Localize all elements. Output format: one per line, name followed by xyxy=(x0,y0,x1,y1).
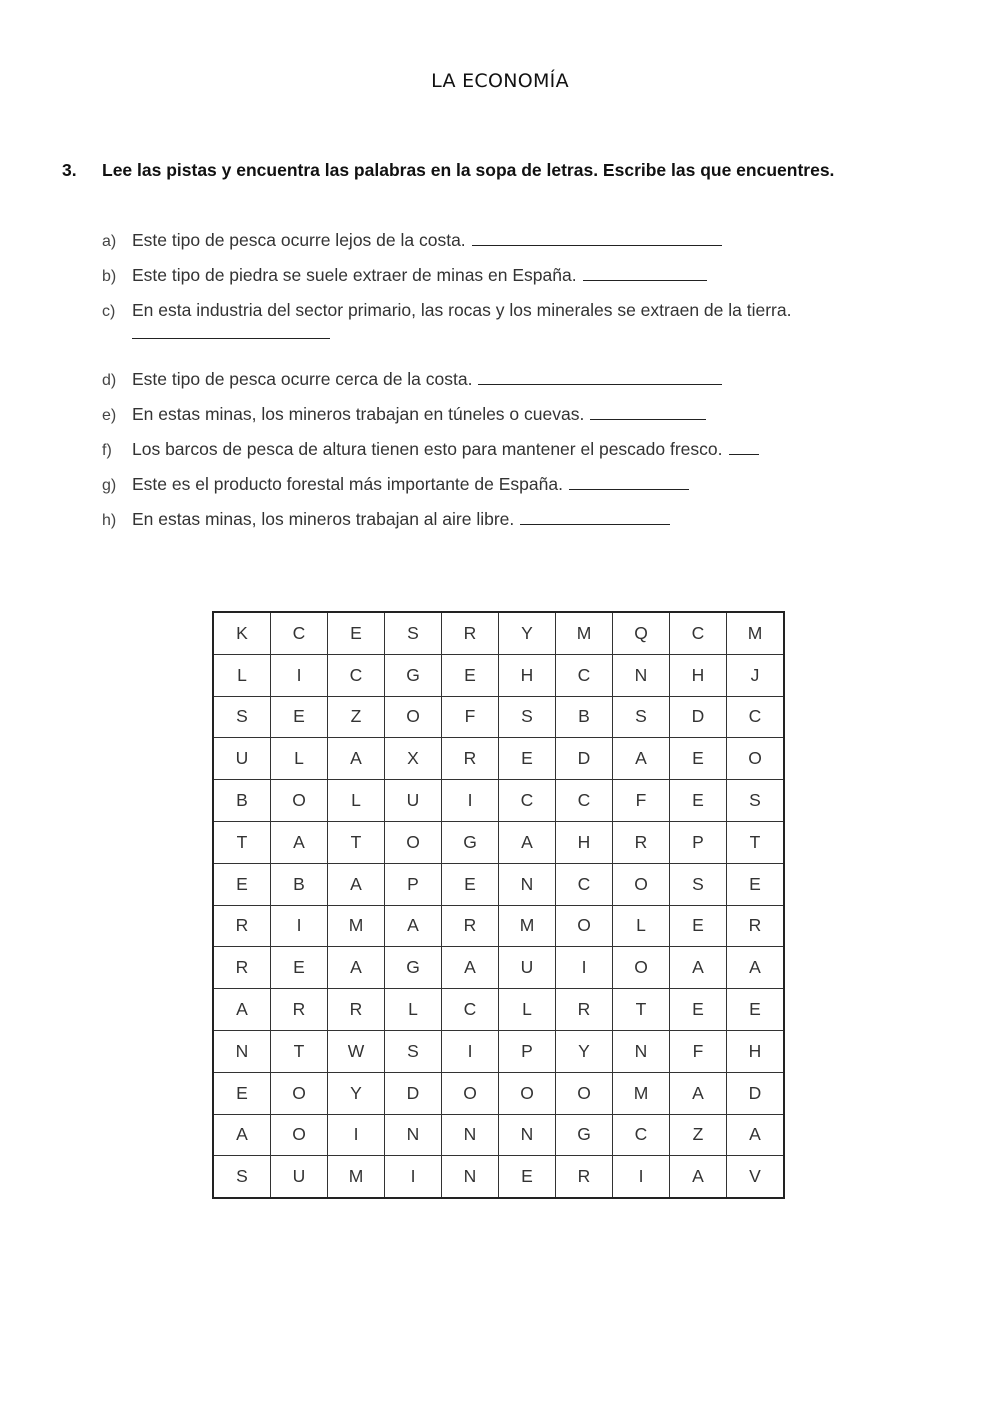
grid-cell[interactable]: C xyxy=(328,654,385,696)
grid-row xyxy=(213,821,784,863)
grid-row xyxy=(213,696,784,738)
answer-blank-e[interactable] xyxy=(590,405,706,420)
grid-cell[interactable]: S xyxy=(727,780,785,822)
page-title: LA ECONOMÍA xyxy=(431,70,569,92)
question-number: 3. xyxy=(62,160,77,180)
answer-blank-h[interactable] xyxy=(520,510,670,525)
grid-cell[interactable]: X xyxy=(385,738,442,780)
grid-cell[interactable]: U xyxy=(271,1156,328,1198)
grid-cell[interactable]: R xyxy=(442,738,499,780)
grid-cell[interactable]: O xyxy=(613,947,670,989)
grid-cell[interactable]: S xyxy=(385,612,442,654)
grid-cell[interactable]: P xyxy=(670,821,727,863)
grid-cell[interactable]: T xyxy=(613,989,670,1031)
grid-cell[interactable]: Q xyxy=(613,612,670,654)
grid-cell[interactable]: T xyxy=(328,821,385,863)
grid-cell[interactable]: T xyxy=(727,821,785,863)
grid-cell[interactable]: A xyxy=(328,738,385,780)
grid-cell[interactable]: O xyxy=(499,1072,556,1114)
grid-cell[interactable]: H xyxy=(499,654,556,696)
grid-cell[interactable]: R xyxy=(556,989,613,1031)
grid-cell[interactable]: A xyxy=(613,738,670,780)
grid-cell[interactable]: A xyxy=(213,989,271,1031)
grid-cell[interactable]: A xyxy=(727,1114,785,1156)
grid-cell[interactable]: D xyxy=(670,696,727,738)
grid-cell[interactable]: S xyxy=(213,1156,271,1198)
grid-cell[interactable]: P xyxy=(499,1030,556,1072)
grid-cell[interactable]: M xyxy=(613,1072,670,1114)
grid-cell[interactable]: U xyxy=(499,947,556,989)
grid-cell[interactable]: S xyxy=(385,1030,442,1072)
answer-blank-f[interactable] xyxy=(729,440,759,455)
grid-cell[interactable]: K xyxy=(213,612,271,654)
grid-cell[interactable]: D xyxy=(727,1072,785,1114)
grid-cell[interactable]: I xyxy=(328,1114,385,1156)
grid-cell[interactable]: A xyxy=(670,1156,727,1198)
grid-cell[interactable]: R xyxy=(213,905,271,947)
grid-cell[interactable]: S xyxy=(499,696,556,738)
answer-blank-a[interactable] xyxy=(472,231,722,246)
grid-cell[interactable]: E xyxy=(213,863,271,905)
grid-cell[interactable]: C xyxy=(727,696,785,738)
grid-row xyxy=(213,1072,784,1114)
grid-cell[interactable]: R xyxy=(328,989,385,1031)
grid-cell[interactable]: C xyxy=(556,863,613,905)
grid-cell[interactable]: Z xyxy=(328,696,385,738)
grid-cell[interactable]: A xyxy=(727,947,785,989)
grid-cell[interactable]: E xyxy=(442,863,499,905)
grid-cell[interactable]: R xyxy=(271,989,328,1031)
grid-cell[interactable]: S xyxy=(613,696,670,738)
grid-cell[interactable]: Y xyxy=(556,1030,613,1072)
grid-cell[interactable]: J xyxy=(727,654,785,696)
grid-cell[interactable]: F xyxy=(613,780,670,822)
grid-cell[interactable]: S xyxy=(213,696,271,738)
grid-cell[interactable]: L xyxy=(328,780,385,822)
clue-f xyxy=(102,438,759,462)
word-search-grid xyxy=(212,611,785,1199)
grid-cell[interactable]: E xyxy=(670,989,727,1031)
grid-cell[interactable]: U xyxy=(385,780,442,822)
grid-cell[interactable]: C xyxy=(556,780,613,822)
grid-cell[interactable]: W xyxy=(328,1030,385,1072)
grid-cell[interactable]: R xyxy=(213,947,271,989)
grid-cell[interactable]: O xyxy=(271,1072,328,1114)
grid-cell[interactable]: R xyxy=(727,905,785,947)
grid-cell[interactable]: N xyxy=(385,1114,442,1156)
grid-cell[interactable]: A xyxy=(499,821,556,863)
grid-cell[interactable]: I xyxy=(271,905,328,947)
grid-row xyxy=(213,947,784,989)
grid-cell[interactable]: E xyxy=(670,738,727,780)
grid-cell[interactable]: L xyxy=(499,989,556,1031)
grid-cell[interactable]: C xyxy=(499,780,556,822)
question-instruction xyxy=(62,158,902,182)
clue-letter: b) xyxy=(102,268,117,285)
answer-blank-b[interactable] xyxy=(583,266,707,281)
grid-cell[interactable]: B xyxy=(556,696,613,738)
grid-cell[interactable]: N xyxy=(499,1114,556,1156)
answer-blank-g[interactable] xyxy=(569,475,689,490)
clue-a xyxy=(102,229,722,253)
grid-cell[interactable]: O xyxy=(556,1072,613,1114)
clue-letter: f) xyxy=(102,442,112,459)
grid-cell[interactable]: E xyxy=(442,654,499,696)
grid-cell[interactable]: A xyxy=(328,947,385,989)
grid-row xyxy=(213,905,784,947)
grid-cell[interactable]: M xyxy=(328,1156,385,1198)
grid-cell[interactable]: A xyxy=(213,1114,271,1156)
grid-cell[interactable]: H xyxy=(556,821,613,863)
clue-letter: e) xyxy=(102,407,117,424)
grid-cell[interactable]: I xyxy=(442,780,499,822)
clue-text: Los barcos de pesca de altura tienen esto para mantener el pescado fresco. xyxy=(132,439,723,459)
question-text: Lee las pistas y encuentra las palabras en la sopa de letras. Escribe las que encuentres. xyxy=(102,160,835,180)
grid-cell[interactable]: N xyxy=(442,1114,499,1156)
clue-letter: g) xyxy=(102,477,117,494)
answer-blank-c[interactable] xyxy=(132,338,330,339)
grid-cell[interactable]: I xyxy=(442,1030,499,1072)
clue-d xyxy=(102,368,722,392)
clue-letter: a) xyxy=(102,233,117,250)
grid-cell[interactable]: O xyxy=(271,780,328,822)
grid-cell[interactable]: O xyxy=(727,738,785,780)
grid-cell[interactable]: P xyxy=(385,863,442,905)
grid-cell[interactable]: L xyxy=(385,989,442,1031)
grid-row xyxy=(213,989,784,1031)
grid-cell[interactable]: E xyxy=(670,780,727,822)
grid-cell[interactable]: N xyxy=(442,1156,499,1198)
grid-row xyxy=(213,738,784,780)
grid-cell[interactable]: E xyxy=(727,989,785,1031)
grid-cell[interactable]: V xyxy=(727,1156,785,1198)
grid-row xyxy=(213,780,784,822)
grid-cell[interactable]: G xyxy=(442,821,499,863)
grid-cell[interactable]: R xyxy=(442,612,499,654)
grid-row xyxy=(213,612,784,654)
grid-cell[interactable]: M xyxy=(727,612,785,654)
grid-cell[interactable]: O xyxy=(613,863,670,905)
clue-letter: c) xyxy=(102,303,116,320)
grid-row xyxy=(213,1156,784,1198)
grid-cell[interactable]: F xyxy=(442,696,499,738)
grid-cell[interactable]: E xyxy=(213,1072,271,1114)
grid-cell[interactable]: F xyxy=(670,1030,727,1072)
grid-cell[interactable]: A xyxy=(328,863,385,905)
grid-cell[interactable]: T xyxy=(271,1030,328,1072)
grid-cell[interactable]: L xyxy=(271,738,328,780)
grid-cell[interactable]: C xyxy=(442,989,499,1031)
grid-cell[interactable]: A xyxy=(670,1072,727,1114)
answer-blank-d[interactable] xyxy=(478,370,722,385)
grid-cell[interactable]: N xyxy=(213,1030,271,1072)
clue-e xyxy=(102,403,706,427)
grid-cell[interactable]: C xyxy=(271,612,328,654)
grid-cell[interactable]: R xyxy=(556,1156,613,1198)
grid-cell[interactable]: C xyxy=(613,1114,670,1156)
grid-cell[interactable]: L xyxy=(213,654,271,696)
grid-cell[interactable]: C xyxy=(670,612,727,654)
grid-row xyxy=(213,1114,784,1156)
grid-cell[interactable]: H xyxy=(727,1030,785,1072)
grid-cell[interactable]: I xyxy=(613,1156,670,1198)
grid-cell[interactable]: E xyxy=(499,738,556,780)
grid-cell[interactable]: M xyxy=(328,905,385,947)
grid-cell[interactable]: M xyxy=(556,612,613,654)
grid-cell[interactable]: C xyxy=(556,654,613,696)
clue-b xyxy=(102,264,707,288)
grid-cell[interactable]: I xyxy=(556,947,613,989)
grid-row xyxy=(213,1030,784,1072)
grid-cell[interactable]: N xyxy=(499,863,556,905)
grid-cell[interactable]: E xyxy=(271,947,328,989)
grid-row xyxy=(213,654,784,696)
grid-cell[interactable]: D xyxy=(556,738,613,780)
grid-cell[interactable]: B xyxy=(213,780,271,822)
grid-cell[interactable]: R xyxy=(442,905,499,947)
grid-cell[interactable]: E xyxy=(499,1156,556,1198)
clue-c xyxy=(102,299,791,323)
grid-cell[interactable]: E xyxy=(271,696,328,738)
grid-cell[interactable]: L xyxy=(613,905,670,947)
grid-cell[interactable]: G xyxy=(385,947,442,989)
grid-cell[interactable]: Z xyxy=(670,1114,727,1156)
grid-cell[interactable]: N xyxy=(613,1030,670,1072)
clue-h xyxy=(102,508,670,532)
grid-cell[interactable]: G xyxy=(556,1114,613,1156)
grid-cell[interactable]: O xyxy=(385,696,442,738)
grid-cell[interactable]: G xyxy=(385,654,442,696)
grid-cell[interactable]: A xyxy=(670,947,727,989)
grid-row xyxy=(213,863,784,905)
grid-cell[interactable]: I xyxy=(271,654,328,696)
grid-cell[interactable]: O xyxy=(442,1072,499,1114)
clue-text: Este tipo de piedra se suele extraer de minas en España. xyxy=(132,265,577,285)
grid-cell[interactable]: I xyxy=(385,1156,442,1198)
grid-cell[interactable]: O xyxy=(271,1114,328,1156)
clue-text: En esta industria del sector primario, las rocas y los minerales se extraen de la tierra. xyxy=(132,300,792,320)
clue-letter: d) xyxy=(102,372,117,389)
grid-cell[interactable]: E xyxy=(328,612,385,654)
grid-cell[interactable]: Y xyxy=(328,1072,385,1114)
grid-cell[interactable]: E xyxy=(727,863,785,905)
clue-text: En estas minas, los mineros trabajan al aire libre. xyxy=(132,509,515,529)
grid-cell[interactable]: A xyxy=(385,905,442,947)
grid-cell[interactable]: D xyxy=(385,1072,442,1114)
grid-cell[interactable]: N xyxy=(613,654,670,696)
grid-cell[interactable]: T xyxy=(213,821,271,863)
grid-cell[interactable]: H xyxy=(670,654,727,696)
clue-text: Este tipo de pesca ocurre cerca de la costa. xyxy=(132,369,473,389)
grid-cell[interactable]: R xyxy=(613,821,670,863)
clue-text: En estas minas, los mineros trabajan en túneles o cuevas. xyxy=(132,404,585,424)
grid-cell[interactable]: B xyxy=(271,863,328,905)
clue-g xyxy=(102,473,689,497)
grid-cell[interactable]: E xyxy=(670,905,727,947)
grid-cell[interactable]: Y xyxy=(499,612,556,654)
grid-cell[interactable]: O xyxy=(556,905,613,947)
clue-text: Este es el producto forestal más importante de España. xyxy=(132,474,563,494)
grid-cell[interactable]: M xyxy=(499,905,556,947)
grid-cell[interactable]: A xyxy=(442,947,499,989)
grid-cell[interactable]: O xyxy=(385,821,442,863)
grid-cell[interactable]: S xyxy=(670,863,727,905)
clue-letter: h) xyxy=(102,512,117,529)
grid-cell[interactable]: U xyxy=(213,738,271,780)
clue-text: Este tipo de pesca ocurre lejos de la costa. xyxy=(132,230,466,250)
grid-cell[interactable]: A xyxy=(271,821,328,863)
